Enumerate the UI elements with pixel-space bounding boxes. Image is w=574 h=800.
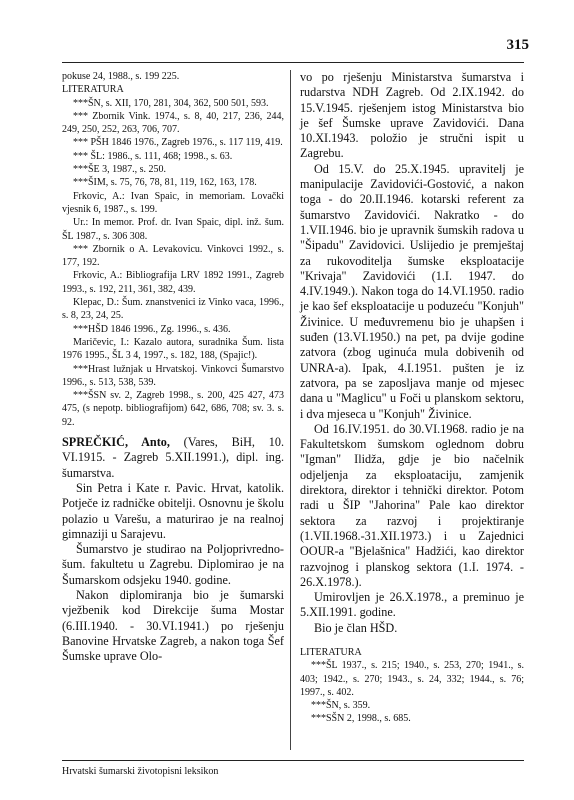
paragraph: Sin Petra i Kate r. Pavic. Hrvat, katolik. Potječe iz radničke obitelji. Osnovnu je školu polazio u Varešu, a maturirao je na realnoj gimnaziji u Sarajevu. — [62, 480, 284, 541]
paragraph: Od 16.IV.1951. do 30.VI.1968. radio je na Fakultetskom šumskom oglednom dobru "Igman" Ilidža, gdje je bio načelnik odjeljenja za eksploataciju, zamjenik direktora, direktor i tehnički direktor. Potom radi u ŠIP "Jahorina" Pale kao direktor sektora za razvoj i projektiranje (1.VII.1968.-31.XII.1973.) i u Zajednici OOUR-a "Bjelašnica" Hadžići, kao direktor razvojnog i planskog sektora (1.I. 1974. - 26.X.1978.). — [300, 421, 524, 589]
ref-line: ***ŠN, s. XII, 170, 281, 304, 362, 500 501, 593. — [73, 97, 269, 109]
ref-line: Ur.: In memor. Prof. dr. Ivan Spaic, dipl. inž. šum. ŠL 1987., s. 306 308. — [62, 217, 284, 242]
page-number: 315 — [506, 37, 529, 53]
paragraph: vo po rješenju Ministarstva šumarstva i rudarstva NDH Zagreb. Od 2.IX.1942. do 15.V.1945. rješenjem istog Ministarstva bio je šef Šumske uprave Zavidovići. Dana 10.XI.1943. položio je stručni ispit u Zagrebu. — [300, 70, 524, 161]
right-column — [300, 70, 524, 726]
entry-heading — [62, 435, 284, 481]
ref-line: Frkovic, A.: Bibliografija LRV 1892 1991., Zagreb 1993., s. 192, 211, 361, 382, 439. — [62, 270, 284, 295]
ref-line: Maričevic, I.: Kazalo autora, suradnika Šum. lista 1976 1995., ŠL 3 4, 1997., s. 182, 188, (Spajic!). — [62, 336, 284, 362]
left-column — [62, 70, 284, 664]
ref-line: Frkovic, A.: Ivan Spaic, in memoriam. Lovački vjesnik 6, 1987., s. 199. — [62, 190, 284, 215]
ref-line: ***ŠL 1937., s. 215; 1940., s. 253, 270; 1941., s. 403; 1942., s. 270; 1943., s. 24, 332; 1944., s. 76; 1997., s. 402. — [300, 660, 524, 698]
top-rule — [62, 62, 524, 63]
ref-line: ***Hrast lužnjak u Hrvatskoj. Vinkovci Šumarstvo 1996., s. 513, 538, 539. — [62, 363, 284, 388]
ref-line: ***SŠN 2, 1998., s. 685. — [311, 713, 411, 725]
ref-line: pokuse 24, 1988., s. 199 225. — [62, 71, 180, 82]
ref-line: Klepac, D.: Šum. znanstvenici iz Vinko vaca, 1996., s. 8, 23, 24, 25. — [62, 297, 284, 322]
ref-line: *** PŠH 1846 1976., Zagreb 1976., s. 117 119, 419. — [73, 137, 283, 149]
paragraph: Šumarstvo je studirao na Poljoprivredno-šum. fakultetu u Zagrebu. Diplomirao je na Šumarskom odsjeku 1940. godine. — [62, 542, 284, 587]
ref-line: *** Zbornik o A. Levakovicu. Vinkovci 1992., s. 177, 192. — [62, 243, 284, 269]
paragraph: Nakon diplomiranja bio je šumarski vježbenik kod Direkcije šuma Mostar (6.III.1940. - 30.VI.1941.) po rješenju Banovine Hrvatske Zagreb, a nakon toga Šef Šumske uprave Olo- — [62, 587, 284, 664]
entry-name: SPREČKIĆ, Anto, — [62, 435, 170, 450]
ref-line: *** Zbornik Vink. 1974., s. 8, 40, 217, 236, 244, 249, 250, 252, 263, 706, 707. — [62, 110, 284, 136]
ref-line: ***ŠSN sv. 2, Zagreb 1998., s. 200, 425 427, 473 475, (s nepotp. bibliografijom) 642, 686, 708; sv. 3. s. 92. — [62, 390, 284, 428]
ref-line: ***ŠE 3, 1987., s. 250. — [73, 164, 167, 176]
ref-line: ***ŠN, s. 359. — [311, 700, 371, 712]
paragraph: Umirovljen je 26.X.1978., a preminuo je 5.XII.1991. godine. — [300, 590, 524, 620]
bottom-rule — [62, 760, 524, 761]
ref-line: *** ŠL: 1986., s. 111, 468; 1998., s. 63. — [73, 150, 233, 162]
paragraph: Od 15.V. do 25.X.1945. upravitelj je manipulacije Zavidovići-Gostović, a nakon toga - do 20.II.1946. kotarski referent za šumarstvo Zavidovići. Nakratko - do 1.VII.1946. bio je upravnik šumskih radova u "Šipadu" Zavidovici. Uslijedio je premještaj za rukovoditelja šumske eksploatacije "Krivaja" Zavidovići (1.I. 1947. do 4.IV.1949.). Nakon toga do 14.VI.1950. radio je kao šef eksploatacije u poduzeću "Konjuh" Živinice. U međuvremenu bio je uhapšen i suđen (13.VI.1950.) na pet, pa dvije godine zatvora (zbog uginuća mula dobivenih od UNRA-a). Ipak, 4.I.1951. pušten je iz zatvora, pa se zaposljava manje od mjesec dana u "Maglicu" u Foči u planskom sektoru, i dva mjeseca u "Konjuh" Živinice. — [300, 161, 524, 421]
entry-body — [62, 435, 284, 664]
ref-line: ***ŠIM, s. 75, 76, 78, 81, 119, 162, 163, 178. — [73, 177, 257, 189]
footer-title: Hrvatski šumarski životopisni leksikon — [62, 766, 219, 777]
right-literature — [300, 646, 524, 726]
literatura-heading: LITERATURA — [62, 84, 124, 96]
references-block — [62, 70, 284, 429]
entry-dates: (Vares, BiH, 10. VI.1915. - Zagreb 5.XII.1991.), dipl. ing. šumarstva. — [62, 435, 284, 480]
column-divider — [290, 70, 291, 750]
literatura-heading: LITERATURA — [300, 646, 362, 658]
ref-line: ***HŠD 1846 1996., Zg. 1996., s. 436. — [73, 323, 231, 335]
paragraph: Bio je član HŠD. — [314, 620, 398, 635]
